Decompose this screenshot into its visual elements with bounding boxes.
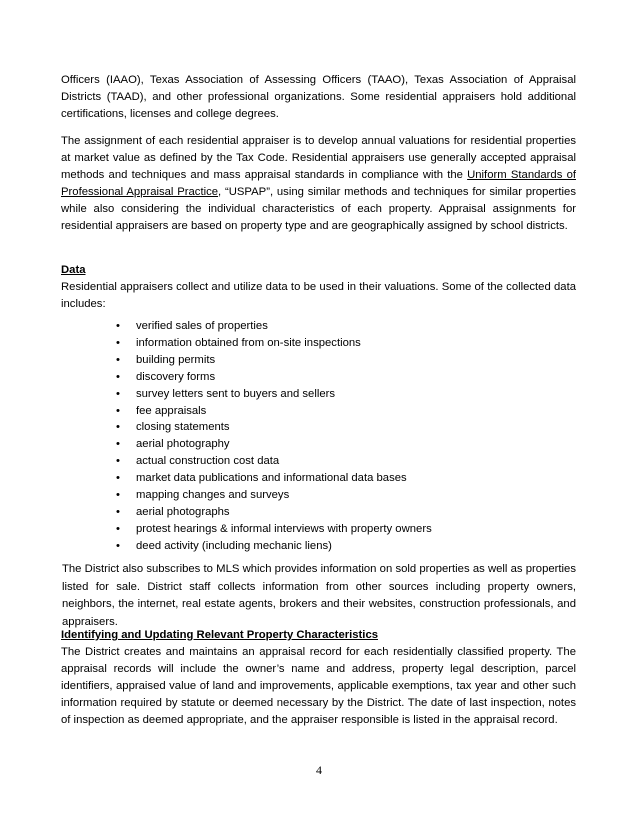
paragraph-text-before: The assignment of each residential appraiser is to develop annual valuations for residential properties at market value as defined by the Tax Code. Residential appraisers use generally accepted appraisal methods and techniques and mass appraisal standards in compliance with the [61, 135, 576, 181]
list-item: • information obtained from on-site inspections [115, 335, 432, 352]
list-item: • building permits [115, 352, 432, 369]
list-item: • closing statements [115, 419, 432, 436]
page-number: 4 [316, 763, 322, 777]
list-item: • aerial photography [115, 436, 432, 453]
list-item: • protest hearings & informal interviews with property owners [115, 521, 432, 538]
list-item: • market data publications and informational data bases [115, 470, 432, 487]
list-item: • aerial photographs [115, 504, 432, 521]
paragraph-text-after: , “USPAP”, using similar methods and techniques for similar properties while also considering the individual characteristics of each property. Appraisal assignments for residential appraisers are based on property type and are geographically assigned by school districts. [61, 186, 576, 232]
list-item: • survey letters sent to buyers and sellers [115, 386, 432, 403]
list-item: • deed activity (including mechanic liens) [115, 538, 432, 555]
list-item: • actual construction cost data [115, 453, 432, 470]
paragraph-mls-subscription: The District also subscribes to MLS which provides information on sold properties as well as properties listed for sale. District staff collects information from other sources including property owners, neighbors, the internet, real estate agents, brokers and their websites, construction professionals, and appraisers. [62, 563, 576, 628]
data-sources-list [115, 318, 432, 555]
paragraph-appraiser-assignment [61, 133, 576, 235]
list-item: • fee appraisals [115, 403, 432, 420]
list-item: • discovery forms [115, 369, 432, 386]
identifying-heading: Identifying and Updating Relevant Property Characteristics [61, 629, 379, 641]
list-item: • verified sales of properties [115, 318, 432, 335]
paragraph-data-intro: Residential appraisers collect and utilize data to be used in their valuations. Some of the collected data includes: [61, 281, 576, 310]
data-heading: Data [61, 264, 86, 276]
list-item: • mapping changes and surveys [115, 487, 432, 504]
paragraph-professional-organizations: Officers (IAAO), Texas Association of Assessing Officers (TAAO), Texas Association of Appraisal Districts (TAAD), and other professional organizations. Some residential appraisers hold additional certifications, licenses and college degrees. [61, 74, 576, 120]
uspap-title: Uniform Standards of Professional Appraisal Practice [61, 169, 576, 198]
paragraph-appraisal-record: The District creates and maintains an appraisal record for each residentially classified property. The appraisal records will include the owner’s name and address, property legal description, parcel identifiers, appraised value of land and improvements, applicable exemptions, tax year and other such information required by statute or deemed necessary by the District. The date of last inspection, notes of inspection as deemed appropriate, and the appraiser responsible is listed in the appraisal record. [61, 646, 576, 726]
